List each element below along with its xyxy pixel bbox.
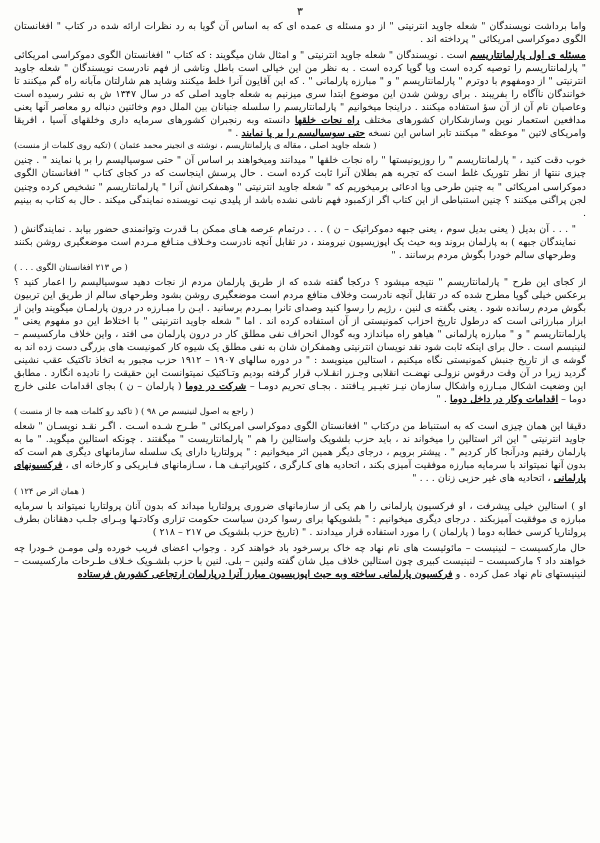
citation-same-work: ( همان اثر ص ۱۲۴ ) <box>14 485 85 496</box>
emphasis-parliamentary-fractions: فرکسیونهای پارلمانی <box>14 460 586 485</box>
paragraph-stalin-text-2: ( پارلمان – ن ) بجای اقدامات علنی خارج دوما – <box>14 381 586 406</box>
section-heading-parliamentarism: مسئله ی اول پارلمانتاریسم <box>470 49 586 62</box>
emphasis-parliamentary-fraction-sent: فرکسیون پارلمانی ساخته وبه حیث اپوزیسیون مبارز آنرا درپارلمان ارتجاعی کشورش فرستاده <box>77 568 453 580</box>
paragraph-parliamentarism-text-2: دانسته وبه رنجبران کشورهای سرمایه داری وخلقهای آسیا ، افریقا وامریکای لاتین " موعظه " میکنند تابر اساس این نسخه <box>14 115 586 140</box>
paragraph-exactly <box>14 420 586 496</box>
paragraph-careful <box>14 154 586 219</box>
paragraph-stalin-progress-text: او ) استالین خیلی پیشرفت ، او فرکسیون پارلمانی را هم یکی از سازمانهای ضروری پرولتاریا میداند که بدون آنان پرولتاریا نمیتواند با سرمایه مبارزه ی موفقیت آمیزبکند . درجای دیگری میخوانیم : " بلشویکها برای رسوا کردن سیاست حکومت تزاری وکادتـها وبـرای جلـب دهقانان بطرف پرولتاریا کرسی خطابه دوما ( پارلمان ) را مورد استفاده قرار میدادند . " (تاریخ حزب بلشویک ص ۲۱۷ – ۲۱۸ ) <box>14 500 586 538</box>
paragraph-parliamentarism <box>14 49 586 151</box>
citation-original-shola: ( شعله جاوید اصلی ، مقاله ی پارلمانتاریسم ، نوشته ی انجینر محمد عثمان ) (تکیه روی کلمات از منست) <box>14 140 377 151</box>
paragraph-exactly-text-2: ، اتحادیه های غیر حزبی زنان . . . " <box>412 473 551 485</box>
document-body <box>14 20 586 581</box>
emphasis-salvation: راه نجات خلقها <box>294 115 360 127</box>
paragraph-stalin-progress <box>14 500 586 539</box>
paragraph-parliamentarism-text: است . نویسندگان " شعله جاوید انترنیتی " و امثال شان میگویند : که کتاب " افغانستان الگوی دموکراسی امریکائی " پارلمانتاریسم را توصیه کرده است ویا گویا کرده است . به نظر من این خیالی است باطل وناشی از فهم نادرست نویسندگان " شعله جاوید انترنیتی " از دومفهوم با دوترم " پارلمانتاریسم " و " مبارزه پارلمانی " . که این آقایون آنرا خلط میکنند وشاید هم شارلتان مآبانه راه گم میکنند تا خوانندگان ناآگاه را بفریبند . برای روشن شدن این موضوع ابتدا سری میزنیم به شعله جاوید اصلی که در سال ۱۳۴۷ ش به نشر رسیده است وعاصیان نام آن از آن سؤ استفاده میکنند . دراینجا میخوانیم " پارلمانتاریسم را سلسله جنبانان بین الملل دوم وخائنین دنباله رو معاصر آنها یعنی مدافعین استعمار نوین وسازشکاران کشورهای مختلف <box>14 50 586 127</box>
paragraph-book-quote-text: " . . . آن بدیل ( یعنی بدیل سوم ، یعنی جبهه دموکراتیک – ن ) . . . درتمام عرصه هـای ممکن بـا قدرت وتوانمندی حضور بیابد . نمایندگانش ( نمایندگان جبهه ) به پارلمان بروند وبه حیث یک اپوزیسیون نیرومند ، در تقابل آنچه نادرست وخـلاف منـافع مـردم است موضعگیری روشن بکنند وطرحهای سالم خودرا بگوش مردم برسانند . " <box>14 223 576 261</box>
paragraph-conclusion <box>14 542 586 581</box>
paragraph-intro <box>14 20 586 46</box>
paragraph-stalin-end: . " <box>436 394 447 406</box>
emphasis-socialism: حتی سوسیالیسم را بر پا نمایند <box>241 128 366 140</box>
citation-book-page: ( ص ۲۱۳ افغانستان الگوی . . . ) <box>14 261 128 272</box>
emphasis-duma-work: اقدامات وکار در داخل دوما <box>449 394 559 406</box>
paragraph-book-quote <box>14 223 586 273</box>
emphasis-duma-participation: شرکت در دوما <box>185 381 247 393</box>
paragraph-stalin <box>14 276 586 417</box>
paragraph-stalin-text: از کجای این طرح " پارلمانتاریسم " نتیجه میشود ؟ درکجا گفته شده که از طریق پارلمان مردم از نجات دهید سوسیالیسم را اعمار کنید ؟ برعکس خیلی گویا مطرح شده که در تقابل آنچه نادرست وخلاف منافع مردم است موضعگیری روشن بشود وطرحهای سالم از طریق این تربیون بگوش مردم رسانده شود . یعنی بگفته ی لنین ، رژیم را رسوا کنید وصدای تانرا بمـردم برسانید . ایـن را مبـارزه در درون پارلمـان میگویند واین از ابزار مبارزاتی است که درطول تاریخ احزاب کمونیستی از آن استفاده کرده اند . اما " شعله جاوید انترنیتی " با اختلاط این دو مفهوم یعنی " پارلمانتاریسم " و " مبارزه پارلمانی " هیاهو راه میاندازد وبه گودال انحراف نفی مطلق کار در درون پارلمان می افتد ، واین خلاف مارکسیسم – لنینیسم است . حال برای اینکه ثابت شود نقد نویسان انترنیتی وهمفکران شان به نفی مطلق یک شیوه کار کمونیست های بزرگی دست زده اند به گوشه ی از تاریخ جنبش کمونیستی نگاه میکنیم ، استالین مینویسد : " در دوره سالهای ۱۹۰۷ – ۱۹۱۲ حزب مجبور به اتخاذ تاکتیک عقب نشینی گردید زیرا در آن وقت درقوس نزولـی نهضـت انقلابی وجـزر انقـلاب قرار گرفته بودیم وتـاکتیک نمیتوانست این حقیقت را نادیده انگارد . مطابق این وضعیت اشکال مبـارزه واشکال سازمان نیـز تغیـیر یـافتند . بجـای تحریم دومـا – <box>14 276 586 393</box>
paragraph-parliamentarism-end: . " <box>227 128 239 140</box>
citation-leninism: ( راجع به اصول لنینیسم ص ۹۸ ) ( تاکید رو کلمات همه جا از منست ) <box>14 406 254 417</box>
paragraph-intro-text: واما برداشت نویسندگان " شعله جاوید انترنیتی " از دو مسئله ی عمده ای که به اساس آن گویا به رد نظرات ارائه شده در کتاب " افغانستان الگوی دموکراسی امریکائی " پرداخته اند . <box>14 21 586 46</box>
page-number: ۳ <box>297 5 303 18</box>
paragraph-exactly-text: دقیقا این همان چیزی است که به استنباط من درکتاب " افغانستان الگوی دموکراسی امریکائی " طـرح شـده اسـت . اگـر نقـد نویسـان " شعله جاوید انترنیتی " این اثر استالین را میخواند ند ، باید حزب بلشویک واستالین را هم " پارلمانتاریست " میگفتند . چونکه استالین میگوید. " ما به پارلمان رفتیم ودرآنجا کار کردیم " . پیشتر برویم ، درجای دیگر همین اثر میخوانیم : " پرولتاریا دارای یک سلسله سازمانهای دیگری هم است که بدون آنها نمیتواند با سرمایه مبارزه موفقیت آمیزی بکند ، اتحادیه های کـارگری ، کئوپراتیـف هـا ، سـازمانهای فـابریکی و کارخانه ای ، <box>14 421 586 472</box>
paragraph-careful-text: خوب دقت کنید ، " پارلمانتاریسم " را روزیونیستها " راه نجات خلقها " میدانند ومیخواهند بر اساس آن " حتی سوسیالیسم را بر پا نمایند " . چنین چیزی ننتها از نظر تئوریک غلط است که تجربه هم بطلان آنرا ثابت کرده است . حال پرسش اینجاست که در کجای کتاب " افغانستان الگوی دموکراسی امریکائی " به چنین طرحی ویا ادعائی برمیخوریم که " شعله جاوید انترنیتی " وهمفکرانش آنرا " پارلمانتاریسم " تشخیص کرده وچنین لجن پراگنی میکنند ؟ چنین استنباطی از این کتاب اگر ازکمبود فهم ناشی نشده باشد از پلیدی نیت نویسنده نمایندگی میکند . حال به کتاب به بینیم . <box>14 155 586 219</box>
paragraph-conclusion-text: حال مارکسیست – لنینیست – مائوئیست های نام نهاد چه خاک برسرخود باد خواهند کرد . وجواب اعضای فریب خورده ولی مومـن خـودرا چه خواهند داد ؟ مارکسیست – لنینیست کبیری چون استالین خلاف میل شان گفته ولنین – بلی. لنین با حزب بلشـویک خـلاف طـرحات مارکسیست – لنینیستهای نام نهاد عمل کرده . و <box>14 542 586 580</box>
